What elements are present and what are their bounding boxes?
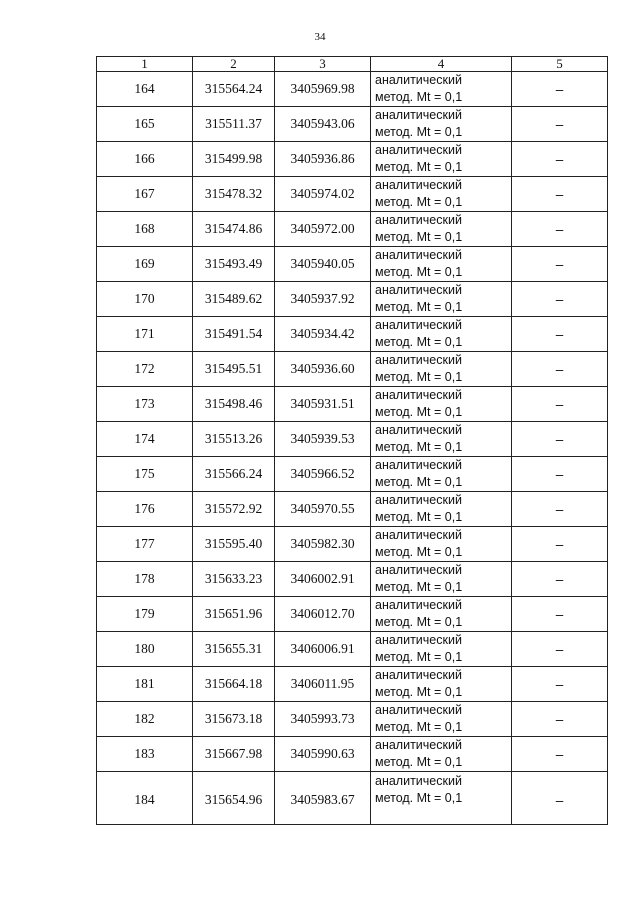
point-number-cell: 182 [97, 702, 193, 737]
method-cell [371, 72, 512, 107]
point-number-cell: 184 [97, 772, 193, 825]
method-line-2: метод. Mt = 0,1 [375, 195, 463, 209]
method-line-1: аналитический [375, 318, 462, 332]
method-line-1: аналитический [375, 598, 462, 612]
table-row [97, 247, 608, 282]
column-header-2: 2 [193, 57, 275, 72]
x-coordinate-cell: 315499.98 [193, 142, 275, 177]
x-coordinate-cell: 315511.37 [193, 107, 275, 142]
method-cell [371, 142, 512, 177]
x-coordinate-cell: 315478.32 [193, 177, 275, 212]
note-cell: – [512, 632, 608, 667]
column-header-3: 3 [275, 57, 371, 72]
method-cell [371, 107, 512, 142]
method-line-2: метод. Mt = 0,1 [375, 370, 463, 384]
table-row [97, 597, 608, 632]
note-cell: – [512, 527, 608, 562]
table-row [97, 632, 608, 667]
y-coordinate-cell: 3405983.67 [275, 772, 371, 825]
point-number-cell: 183 [97, 737, 193, 772]
point-number-cell: 166 [97, 142, 193, 177]
point-number-cell: 178 [97, 562, 193, 597]
method-line-1: аналитический [375, 423, 462, 437]
method-cell [371, 737, 512, 772]
x-coordinate-cell: 315654.96 [193, 772, 275, 825]
point-number-cell: 173 [97, 387, 193, 422]
method-cell [371, 457, 512, 492]
x-coordinate-cell: 315493.49 [193, 247, 275, 282]
method-line-2: метод. Mt = 0,1 [375, 510, 463, 524]
y-coordinate-cell: 3405982.30 [275, 527, 371, 562]
y-coordinate-cell: 3405969.98 [275, 72, 371, 107]
x-coordinate-cell: 315513.26 [193, 422, 275, 457]
method-line-2: метод. Mt = 0,1 [375, 475, 463, 489]
point-number-cell: 171 [97, 317, 193, 352]
method-line-2: метод. Mt = 0,1 [375, 720, 463, 734]
table-row [97, 317, 608, 352]
method-line-2: метод. Mt = 0,1 [375, 755, 463, 769]
method-line-1: аналитический [375, 388, 462, 402]
table-row [97, 492, 608, 527]
point-number-cell: 175 [97, 457, 193, 492]
y-coordinate-cell: 3405936.86 [275, 142, 371, 177]
table-row [97, 562, 608, 597]
note-cell: – [512, 772, 608, 825]
method-line-1: аналитический [375, 283, 462, 297]
note-cell: – [512, 72, 608, 107]
y-coordinate-cell: 3405974.02 [275, 177, 371, 212]
table-row [97, 772, 608, 825]
y-coordinate-cell: 3406006.91 [275, 632, 371, 667]
table-row [97, 387, 608, 422]
x-coordinate-cell: 315673.18 [193, 702, 275, 737]
method-cell [371, 527, 512, 562]
method-line-2: метод. Mt = 0,1 [375, 615, 463, 629]
point-number-cell: 164 [97, 72, 193, 107]
method-cell [371, 632, 512, 667]
table-row [97, 177, 608, 212]
y-coordinate-cell: 3405931.51 [275, 387, 371, 422]
method-line-2: метод. Mt = 0,1 [375, 300, 463, 314]
point-number-cell: 181 [97, 667, 193, 702]
method-line-2: метод. Mt = 0,1 [375, 335, 463, 349]
table-row [97, 422, 608, 457]
y-coordinate-cell: 3405970.55 [275, 492, 371, 527]
x-coordinate-cell: 315491.54 [193, 317, 275, 352]
x-coordinate-cell: 315633.23 [193, 562, 275, 597]
table-row [97, 107, 608, 142]
method-cell [371, 562, 512, 597]
method-line-2: метод. Mt = 0,1 [375, 650, 463, 664]
y-coordinate-cell: 3406011.95 [275, 667, 371, 702]
method-line-1: аналитический [375, 353, 462, 367]
x-coordinate-cell: 315595.40 [193, 527, 275, 562]
note-cell: – [512, 667, 608, 702]
method-line-1: аналитический [375, 248, 462, 262]
method-line-1: аналитический [375, 738, 462, 752]
method-line-1: аналитический [375, 73, 462, 87]
x-coordinate-cell: 315495.51 [193, 352, 275, 387]
method-cell [371, 702, 512, 737]
note-cell: – [512, 107, 608, 142]
note-cell: – [512, 212, 608, 247]
table-body [97, 72, 608, 825]
column-header-4: 4 [371, 57, 512, 72]
method-cell [371, 282, 512, 317]
method-line-2: метод. Mt = 0,1 [375, 545, 463, 559]
method-cell [371, 772, 512, 825]
note-cell: – [512, 177, 608, 212]
method-line-1: аналитический [375, 703, 462, 717]
note-cell: – [512, 282, 608, 317]
table-row [97, 527, 608, 562]
y-coordinate-cell: 3405937.92 [275, 282, 371, 317]
note-cell: – [512, 247, 608, 282]
note-cell: – [512, 422, 608, 457]
point-number-cell: 165 [97, 107, 193, 142]
table-row [97, 667, 608, 702]
method-line-2: метод. Mt = 0,1 [375, 90, 463, 104]
x-coordinate-cell: 315651.96 [193, 597, 275, 632]
method-cell [371, 667, 512, 702]
method-cell [371, 492, 512, 527]
table-row [97, 352, 608, 387]
y-coordinate-cell: 3405993.73 [275, 702, 371, 737]
method-line-1: аналитический [375, 528, 462, 542]
method-line-1: аналитический [375, 178, 462, 192]
method-line-2: метод. Mt = 0,1 [375, 685, 463, 699]
column-header-5: 5 [512, 57, 608, 72]
note-cell: – [512, 317, 608, 352]
table-row [97, 72, 608, 107]
x-coordinate-cell: 315498.46 [193, 387, 275, 422]
y-coordinate-cell: 3406012.70 [275, 597, 371, 632]
method-line-2: метод. Mt = 0,1 [375, 580, 463, 594]
note-cell: – [512, 597, 608, 632]
note-cell: – [512, 492, 608, 527]
table-row [97, 212, 608, 247]
method-line-2: метод. Mt = 0,1 [375, 405, 463, 419]
method-line-1: аналитический [375, 668, 462, 682]
method-line-2: метод. Mt = 0,1 [375, 791, 463, 805]
point-number-cell: 170 [97, 282, 193, 317]
column-header-1: 1 [97, 57, 193, 72]
y-coordinate-cell: 3405940.05 [275, 247, 371, 282]
note-cell: – [512, 352, 608, 387]
method-cell [371, 247, 512, 282]
method-cell [371, 387, 512, 422]
y-coordinate-cell: 3406002.91 [275, 562, 371, 597]
x-coordinate-cell: 315664.18 [193, 667, 275, 702]
method-line-2: метод. Mt = 0,1 [375, 125, 463, 139]
note-cell: – [512, 142, 608, 177]
x-coordinate-cell: 315572.92 [193, 492, 275, 527]
note-cell: – [512, 562, 608, 597]
point-number-cell: 179 [97, 597, 193, 632]
point-number-cell: 167 [97, 177, 193, 212]
method-cell [371, 422, 512, 457]
x-coordinate-cell: 315655.31 [193, 632, 275, 667]
y-coordinate-cell: 3405936.60 [275, 352, 371, 387]
y-coordinate-cell: 3405939.53 [275, 422, 371, 457]
method-line-1: аналитический [375, 493, 462, 507]
page-number: 34 [314, 31, 326, 43]
method-line-2: метод. Mt = 0,1 [375, 230, 463, 244]
y-coordinate-cell: 3405972.00 [275, 212, 371, 247]
point-number-cell: 172 [97, 352, 193, 387]
method-cell [371, 212, 512, 247]
method-line-2: метод. Mt = 0,1 [375, 265, 463, 279]
point-number-cell: 176 [97, 492, 193, 527]
method-line-1: аналитический [375, 143, 462, 157]
table-row [97, 702, 608, 737]
method-line-1: аналитический [375, 458, 462, 472]
table-row [97, 282, 608, 317]
note-cell: – [512, 737, 608, 772]
table-row [97, 457, 608, 492]
method-line-2: метод. Mt = 0,1 [375, 160, 463, 174]
point-number-cell: 174 [97, 422, 193, 457]
table-header-row [97, 57, 608, 72]
method-line-1: аналитический [375, 108, 462, 122]
method-line-1: аналитический [375, 633, 462, 647]
table-row [97, 737, 608, 772]
point-number-cell: 168 [97, 212, 193, 247]
method-line-1: аналитический [375, 213, 462, 227]
point-number-cell: 177 [97, 527, 193, 562]
method-cell [371, 177, 512, 212]
coordinates-table [96, 56, 608, 825]
method-cell [371, 352, 512, 387]
x-coordinate-cell: 315667.98 [193, 737, 275, 772]
y-coordinate-cell: 3405966.52 [275, 457, 371, 492]
y-coordinate-cell: 3405990.63 [275, 737, 371, 772]
method-line-2: метод. Mt = 0,1 [375, 440, 463, 454]
table-row [97, 142, 608, 177]
note-cell: – [512, 387, 608, 422]
y-coordinate-cell: 3405943.06 [275, 107, 371, 142]
method-cell [371, 597, 512, 632]
note-cell: – [512, 702, 608, 737]
point-number-cell: 169 [97, 247, 193, 282]
y-coordinate-cell: 3405934.42 [275, 317, 371, 352]
point-number-cell: 180 [97, 632, 193, 667]
x-coordinate-cell: 315489.62 [193, 282, 275, 317]
x-coordinate-cell: 315474.86 [193, 212, 275, 247]
method-cell [371, 317, 512, 352]
method-line-1: аналитический [375, 774, 462, 788]
x-coordinate-cell: 315566.24 [193, 457, 275, 492]
x-coordinate-cell: 315564.24 [193, 72, 275, 107]
note-cell: – [512, 457, 608, 492]
method-line-1: аналитический [375, 563, 462, 577]
